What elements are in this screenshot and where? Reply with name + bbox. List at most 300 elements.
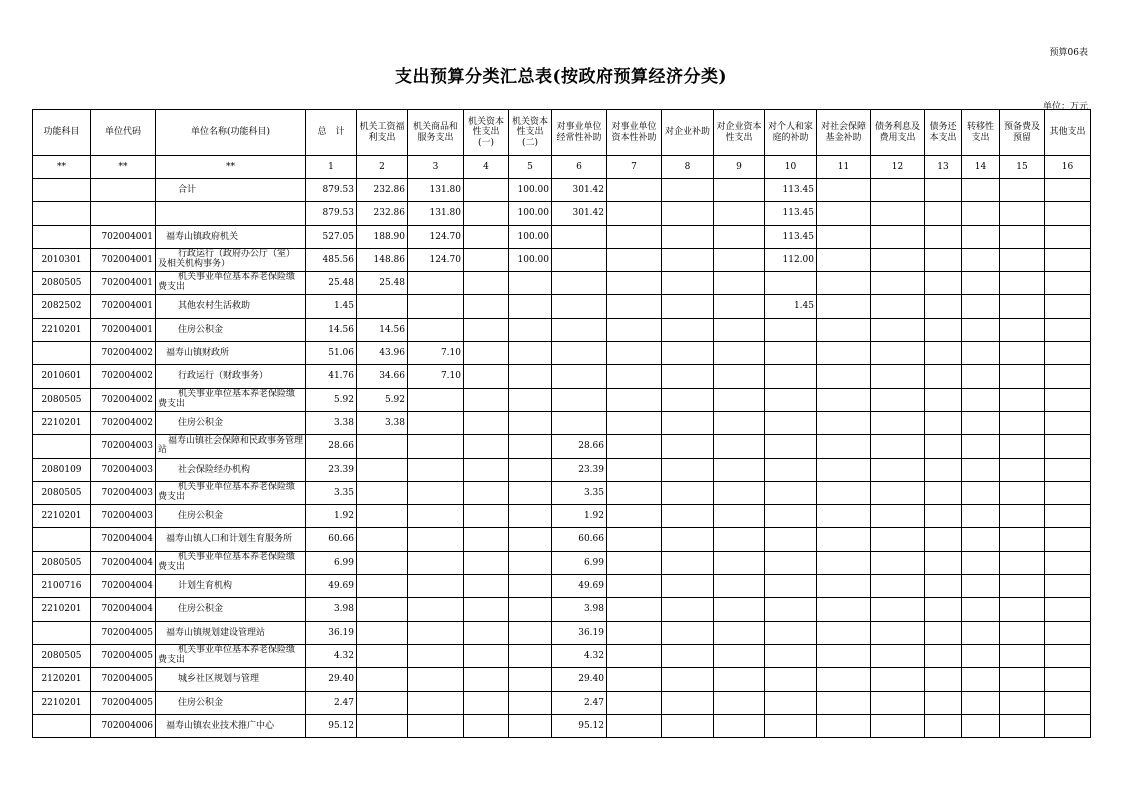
amount-cell	[714, 435, 765, 458]
unit-name-cell	[156, 202, 306, 225]
amount-cell	[408, 668, 464, 691]
table-row	[33, 272, 1091, 295]
amount-cell	[357, 551, 408, 574]
amount-cell	[871, 388, 925, 411]
amount-cell	[962, 481, 1000, 504]
amount-cell	[871, 551, 925, 574]
unit-name-text: 机关事业单位基本养老保险缴费支出	[158, 482, 296, 502]
amount-cell	[871, 644, 925, 667]
amount-cell	[662, 318, 714, 341]
amount-cell	[607, 272, 662, 295]
amount-cell	[925, 179, 962, 202]
function-code-cell	[33, 179, 91, 202]
amount-cell	[662, 551, 714, 574]
amount-cell: 29.40	[552, 668, 607, 691]
amount-cell	[765, 575, 817, 598]
amount-cell	[871, 435, 925, 458]
amount-cell	[607, 691, 662, 714]
amount-cell	[925, 458, 962, 481]
column-index: 6	[552, 156, 607, 179]
amount-cell	[464, 598, 509, 621]
amount-cell	[607, 505, 662, 528]
amount-cell	[662, 691, 714, 714]
column-header: 对个人和家庭的补助	[765, 110, 817, 156]
table-row	[33, 528, 1091, 551]
amount-cell	[509, 691, 552, 714]
amount-cell	[714, 365, 765, 388]
column-index: 16	[1045, 156, 1091, 179]
amount-cell: 51.06	[306, 342, 357, 365]
amount-cell	[509, 318, 552, 341]
amount-cell	[714, 272, 765, 295]
amount-cell	[871, 248, 925, 271]
amount-cell	[871, 575, 925, 598]
amount-cell	[817, 528, 871, 551]
unit-name-cell	[156, 388, 306, 411]
amount-cell	[464, 225, 509, 248]
unit-label: 单位：万元	[1042, 102, 1088, 112]
amount-cell	[464, 411, 509, 434]
amount-cell: 43.96	[357, 342, 408, 365]
unit-name-cell	[156, 411, 306, 434]
amount-cell	[714, 225, 765, 248]
unit-name-cell	[156, 272, 306, 295]
amount-cell	[607, 225, 662, 248]
amount-cell	[464, 714, 509, 737]
unit-name-text: 机关事业单位基本养老保险缴费支出	[158, 645, 296, 666]
amount-cell	[464, 505, 509, 528]
unit-code-cell	[91, 179, 156, 202]
unit-code-cell: 702004004	[91, 551, 156, 574]
amount-cell	[464, 551, 509, 574]
amount-cell	[408, 481, 464, 504]
amount-cell	[765, 505, 817, 528]
amount-cell	[871, 691, 925, 714]
amount-cell	[962, 225, 1000, 248]
amount-cell	[962, 528, 1000, 551]
amount-cell	[408, 575, 464, 598]
amount-cell	[408, 318, 464, 341]
amount-cell	[765, 714, 817, 737]
amount-cell	[464, 575, 509, 598]
amount-cell	[464, 644, 509, 667]
amount-cell	[607, 528, 662, 551]
amount-cell	[817, 714, 871, 737]
amount-cell	[871, 295, 925, 318]
amount-cell	[408, 272, 464, 295]
amount-cell	[714, 691, 765, 714]
amount-cell	[662, 458, 714, 481]
amount-cell: 95.12	[552, 714, 607, 737]
unit-name-cell	[156, 458, 306, 481]
amount-cell	[1000, 225, 1045, 248]
function-code-cell: 2080505	[33, 481, 91, 504]
function-code-cell: 2080505	[33, 644, 91, 667]
amount-cell	[552, 365, 607, 388]
column-header: 对企业补助	[662, 110, 714, 156]
amount-cell: 527.05	[306, 225, 357, 248]
amount-cell: 3.98	[552, 598, 607, 621]
amount-cell	[714, 295, 765, 318]
amount-cell	[509, 435, 552, 458]
amount-cell: 301.42	[552, 179, 607, 202]
amount-cell	[1000, 272, 1045, 295]
amount-cell	[1000, 528, 1045, 551]
budget-table	[32, 109, 1091, 738]
function-code-cell: 2210201	[33, 505, 91, 528]
amount-cell	[817, 505, 871, 528]
amount-cell	[871, 272, 925, 295]
table-row	[33, 435, 1091, 458]
column-header: 单位代码	[91, 110, 156, 156]
table-row	[33, 411, 1091, 434]
amount-cell	[607, 388, 662, 411]
table-row	[33, 691, 1091, 714]
amount-cell	[1000, 365, 1045, 388]
unit-name-text: 合计	[178, 184, 197, 195]
amount-cell: 3.35	[306, 481, 357, 504]
amount-cell	[765, 318, 817, 341]
amount-cell	[662, 668, 714, 691]
column-index: 9	[714, 156, 765, 179]
amount-cell: 28.66	[552, 435, 607, 458]
amount-cell	[765, 388, 817, 411]
amount-cell	[962, 644, 1000, 667]
amount-cell	[1000, 598, 1045, 621]
amount-cell	[714, 342, 765, 365]
amount-cell	[925, 225, 962, 248]
amount-cell	[1045, 691, 1091, 714]
amount-cell: 1.92	[552, 505, 607, 528]
amount-cell	[925, 435, 962, 458]
amount-cell: 49.69	[306, 575, 357, 598]
amount-cell	[662, 248, 714, 271]
amount-cell	[1000, 248, 1045, 271]
amount-cell	[357, 295, 408, 318]
column-index: **	[156, 156, 306, 179]
column-index: 5	[509, 156, 552, 179]
function-code-cell: 2080505	[33, 272, 91, 295]
amount-cell	[714, 551, 765, 574]
amount-cell	[817, 481, 871, 504]
amount-cell	[662, 505, 714, 528]
unit-name-cell	[156, 318, 306, 341]
amount-cell	[817, 272, 871, 295]
function-code-cell	[33, 225, 91, 248]
amount-cell	[357, 528, 408, 551]
unit-code-cell: 702004001	[91, 295, 156, 318]
table-row	[33, 458, 1091, 481]
unit-code-cell: 702004004	[91, 598, 156, 621]
amount-cell: 7.10	[408, 365, 464, 388]
amount-cell	[1000, 295, 1045, 318]
unit-name-cell	[156, 598, 306, 621]
amount-cell: 100.00	[509, 225, 552, 248]
amount-cell	[552, 342, 607, 365]
amount-cell	[765, 598, 817, 621]
amount-cell	[871, 621, 925, 644]
amount-cell: 131.80	[408, 179, 464, 202]
amount-cell	[962, 551, 1000, 574]
column-index: **	[91, 156, 156, 179]
amount-cell	[817, 318, 871, 341]
amount-cell	[714, 458, 765, 481]
amount-cell	[509, 342, 552, 365]
amount-cell	[357, 598, 408, 621]
amount-cell	[817, 598, 871, 621]
unit-name-cell	[156, 575, 306, 598]
function-code-cell	[33, 202, 91, 225]
amount-cell	[662, 295, 714, 318]
amount-cell: 14.56	[306, 318, 357, 341]
amount-cell	[962, 388, 1000, 411]
unit-name-text: 其他农村生活救助	[178, 301, 251, 312]
amount-cell: 6.99	[552, 551, 607, 574]
amount-cell	[1045, 365, 1091, 388]
unit-name-cell	[156, 668, 306, 691]
amount-cell	[408, 528, 464, 551]
amount-cell	[509, 551, 552, 574]
amount-cell	[1000, 481, 1045, 504]
amount-cell	[607, 179, 662, 202]
amount-cell	[408, 644, 464, 667]
amount-cell	[817, 365, 871, 388]
amount-cell	[662, 598, 714, 621]
amount-cell	[464, 295, 509, 318]
unit-name-cell	[156, 551, 306, 574]
amount-cell: 100.00	[509, 202, 552, 225]
amount-cell	[552, 225, 607, 248]
amount-cell	[662, 388, 714, 411]
unit-name-cell	[156, 342, 306, 365]
function-code-cell	[33, 621, 91, 644]
amount-cell	[765, 411, 817, 434]
function-code-cell	[33, 435, 91, 458]
table-row	[33, 248, 1091, 271]
amount-cell	[962, 365, 1000, 388]
function-code-cell	[33, 528, 91, 551]
amount-cell: 113.45	[765, 179, 817, 202]
amount-cell	[607, 575, 662, 598]
amount-cell	[357, 621, 408, 644]
table-row	[33, 598, 1091, 621]
amount-cell	[1000, 202, 1045, 225]
amount-cell	[509, 365, 552, 388]
amount-cell	[714, 318, 765, 341]
amount-cell	[714, 575, 765, 598]
column-header: 对企业资本性支出	[714, 110, 765, 156]
amount-cell	[607, 435, 662, 458]
amount-cell	[817, 202, 871, 225]
amount-cell	[607, 248, 662, 271]
column-index: 11	[817, 156, 871, 179]
amount-cell	[662, 179, 714, 202]
amount-cell	[357, 481, 408, 504]
amount-cell	[408, 551, 464, 574]
amount-cell	[817, 342, 871, 365]
column-index: **	[33, 156, 91, 179]
amount-cell	[1045, 668, 1091, 691]
table-row	[33, 644, 1091, 667]
table-row	[33, 388, 1091, 411]
column-header: 债务利息及费用支出	[871, 110, 925, 156]
amount-cell: 1.45	[306, 295, 357, 318]
amount-cell	[1000, 551, 1045, 574]
amount-cell	[1000, 318, 1045, 341]
unit-name-text: 福寿山镇社会保障和民政事务管理站	[158, 435, 304, 456]
amount-cell	[817, 411, 871, 434]
amount-cell	[1045, 388, 1091, 411]
column-index: 15	[1000, 156, 1045, 179]
amount-cell	[662, 411, 714, 434]
unit-name-cell	[156, 505, 306, 528]
amount-cell	[871, 318, 925, 341]
amount-cell	[765, 342, 817, 365]
amount-cell: 23.39	[552, 458, 607, 481]
column-header: 功能科目	[33, 110, 91, 156]
amount-cell	[408, 505, 464, 528]
amount-cell	[464, 435, 509, 458]
column-header: 债务还本支出	[925, 110, 962, 156]
table-body	[33, 179, 1091, 738]
unit-name-cell	[156, 248, 306, 271]
amount-cell	[607, 318, 662, 341]
amount-cell	[871, 411, 925, 434]
amount-cell	[509, 481, 552, 504]
amount-cell	[1000, 505, 1045, 528]
amount-cell	[408, 621, 464, 644]
amount-cell	[357, 691, 408, 714]
column-index: 14	[962, 156, 1000, 179]
amount-cell	[357, 575, 408, 598]
function-code-cell: 2100716	[33, 575, 91, 598]
amount-cell	[607, 342, 662, 365]
unit-code-cell: 702004001	[91, 248, 156, 271]
amount-cell	[925, 342, 962, 365]
unit-name-cell	[156, 528, 306, 551]
amount-cell	[357, 458, 408, 481]
amount-cell	[1000, 435, 1045, 458]
unit-name-text: 机关事业单位基本养老保险缴费支出	[158, 552, 296, 572]
amount-cell: 60.66	[306, 528, 357, 551]
amount-cell	[1045, 644, 1091, 667]
index-row	[33, 156, 1091, 179]
unit-name-text: 住房公积金	[178, 604, 224, 615]
amount-cell: 34.66	[357, 365, 408, 388]
amount-cell	[607, 202, 662, 225]
amount-cell: 28.66	[306, 435, 357, 458]
amount-cell	[1045, 411, 1091, 434]
amount-cell	[962, 318, 1000, 341]
amount-cell: 7.10	[408, 342, 464, 365]
amount-cell	[1045, 318, 1091, 341]
amount-cell	[552, 248, 607, 271]
unit-name-text: 福寿山镇农业技术推广中心	[166, 720, 275, 731]
unit-code-cell: 702004001	[91, 272, 156, 295]
amount-cell: 14.56	[357, 318, 408, 341]
amount-cell	[925, 575, 962, 598]
amount-cell	[1000, 621, 1045, 644]
amount-cell	[871, 458, 925, 481]
amount-cell	[357, 505, 408, 528]
function-code-cell	[33, 342, 91, 365]
unit-name-text: 机关事业单位基本养老保险缴费支出	[158, 388, 296, 409]
amount-cell	[962, 248, 1000, 271]
function-code-cell: 2080505	[33, 388, 91, 411]
table-row	[33, 621, 1091, 644]
amount-cell	[464, 179, 509, 202]
unit-name-text: 福寿山镇财政所	[166, 348, 230, 359]
function-code-cell: 2120201	[33, 668, 91, 691]
amount-cell	[1045, 272, 1091, 295]
amount-cell	[817, 621, 871, 644]
amount-cell	[464, 202, 509, 225]
column-header: 单位名称(功能科目)	[156, 110, 306, 156]
amount-cell	[1045, 225, 1091, 248]
amount-cell	[817, 248, 871, 271]
amount-cell	[817, 179, 871, 202]
table-row	[33, 505, 1091, 528]
amount-cell	[925, 505, 962, 528]
amount-cell	[464, 691, 509, 714]
amount-cell	[408, 714, 464, 737]
amount-cell	[509, 668, 552, 691]
amount-cell: 3.38	[357, 411, 408, 434]
amount-cell	[962, 458, 1000, 481]
amount-cell	[765, 272, 817, 295]
amount-cell	[871, 225, 925, 248]
amount-cell	[962, 575, 1000, 598]
amount-cell	[1045, 551, 1091, 574]
amount-cell	[464, 365, 509, 388]
unit-name-text: 福寿山镇人口和计划生育服务所	[166, 534, 293, 545]
amount-cell	[714, 668, 765, 691]
amount-cell	[408, 458, 464, 481]
amount-cell	[817, 295, 871, 318]
amount-cell: 49.69	[552, 575, 607, 598]
amount-cell	[662, 621, 714, 644]
amount-cell: 23.39	[306, 458, 357, 481]
amount-cell	[1045, 435, 1091, 458]
amount-cell	[552, 388, 607, 411]
amount-cell	[662, 342, 714, 365]
amount-cell: 6.99	[306, 551, 357, 574]
amount-cell	[925, 388, 962, 411]
amount-cell	[871, 668, 925, 691]
unit-name-text: 住房公积金	[178, 324, 224, 335]
amount-cell	[765, 644, 817, 667]
amount-cell	[925, 272, 962, 295]
amount-cell: 60.66	[552, 528, 607, 551]
amount-cell	[1045, 598, 1091, 621]
amount-cell	[662, 528, 714, 551]
amount-cell	[509, 644, 552, 667]
table-row	[33, 179, 1091, 202]
amount-cell	[607, 481, 662, 504]
table-row	[33, 714, 1091, 737]
amount-cell: 25.48	[357, 272, 408, 295]
amount-cell: 1.92	[306, 505, 357, 528]
table-row	[33, 295, 1091, 318]
amount-cell	[925, 411, 962, 434]
amount-cell	[925, 295, 962, 318]
amount-cell	[765, 435, 817, 458]
amount-cell	[464, 481, 509, 504]
unit-code-cell: 702004005	[91, 691, 156, 714]
amount-cell	[509, 388, 552, 411]
unit-code-cell: 702004001	[91, 318, 156, 341]
amount-cell	[817, 644, 871, 667]
